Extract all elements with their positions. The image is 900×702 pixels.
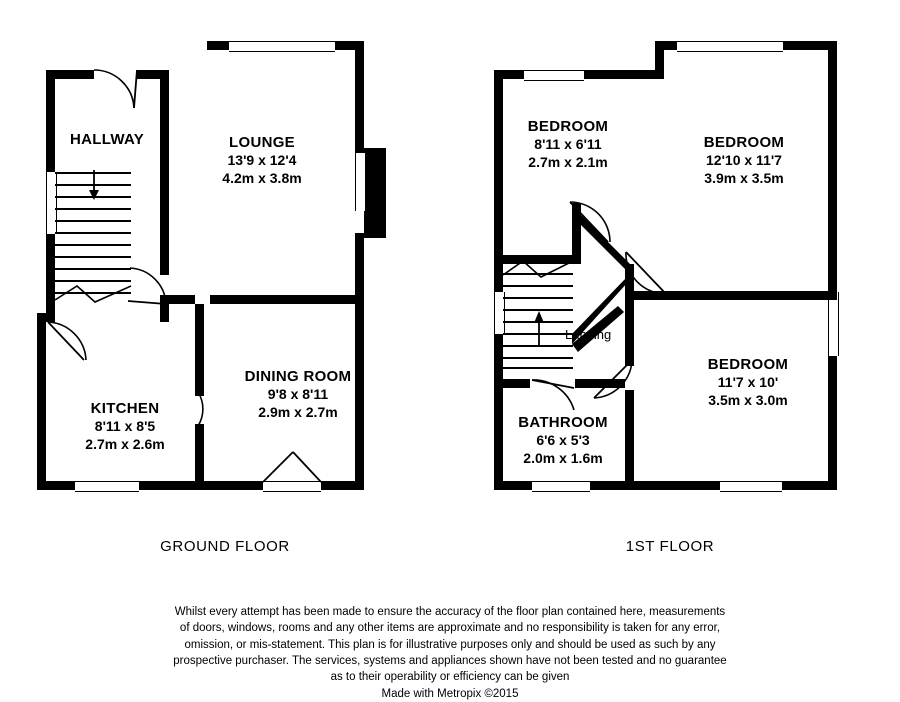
stair-direction-arrow-first	[530, 305, 548, 347]
room-label-lounge: LOUNGE 13'9 x 12'4 4.2m x 3.8m	[222, 134, 302, 187]
wall-landing-bedroom3	[625, 300, 634, 366]
door-bathroom	[530, 378, 576, 412]
wall-first-bottom-right	[782, 481, 837, 490]
wall-ground-left-lower	[37, 313, 46, 490]
window-bedroom3-right	[828, 292, 839, 356]
wall-first-right	[828, 41, 837, 490]
room-label-bathroom: BATHROOM 6'6 x 5'3 2.0m x 1.6m	[518, 414, 608, 467]
window-bedroom2-top	[677, 41, 783, 52]
door-dining-rear	[263, 452, 323, 484]
wall-first-top-step	[616, 70, 664, 79]
wall-ground-right-upper	[355, 41, 364, 153]
disclaimer-block	[0, 604, 900, 702]
window-bathroom-bottom	[532, 481, 590, 492]
credit-line: Made with Metropix ©2015	[381, 687, 519, 700]
floor-title-first: 1ST FLOOR	[625, 538, 715, 555]
room-label-kitchen: KITCHEN 8'11 x 8'5 2.7m x 2.6m	[85, 400, 165, 453]
wall-lounge-bay	[364, 148, 386, 238]
room-label-bedroom-1: BEDROOM 8'11 x 6'11 2.7m x 2.1m	[527, 118, 609, 171]
stair-break-line	[55, 280, 133, 306]
stair-break-line-first	[503, 257, 575, 283]
wall-first-bottom-left	[494, 481, 532, 490]
window-bedroom3-bottom	[720, 481, 782, 492]
wall-hallway-lounge	[160, 70, 169, 275]
staircase-first	[503, 261, 573, 369]
disclaimer-line-2: of doors, windows, rooms and any other items are approximate and no responsibility is taken for any error,	[179, 622, 721, 635]
wall-kitchen-dining-lower	[195, 424, 204, 490]
disclaimer-line-5: as to their operability or efficiency can be given	[330, 671, 570, 684]
wall-ground-right-lower	[355, 233, 364, 490]
window-lounge-top	[229, 41, 335, 52]
stair-direction-arrow	[85, 170, 103, 202]
window-lounge-side	[355, 153, 366, 211]
wall-ground-bottom-right	[321, 481, 364, 490]
floor-title-ground: GROUND FLOOR	[160, 538, 290, 555]
room-label-dining: DINING ROOM 9'8 x 8'11 2.9m x 2.7m	[244, 368, 352, 421]
disclaimer-line-3: omission, or mis-statement. This plan is for illustrative purposes only and should be used as such by any	[184, 638, 716, 651]
wall-bathroom-top	[494, 379, 530, 388]
wall-kitchen-dining	[195, 304, 204, 396]
room-label-bedroom-2: BEDROOM 12'10 x 11'7 3.9m x 3.5m	[703, 134, 785, 187]
wall-ground-top-left	[207, 41, 229, 50]
disclaimer-line-4: prospective purchaser. The services, systems and appliances shown have not been tested and no guarantee	[173, 654, 727, 667]
door-front	[94, 62, 144, 108]
wall-lounge-bottom-3	[345, 295, 364, 304]
disclaimer-line-1: Whilst every attempt has been made to ensure the accuracy of the floor plan contained here, measurements	[174, 606, 726, 618]
wall-first-bottom-mid	[590, 481, 720, 490]
wall-lounge-bottom-2	[210, 295, 345, 304]
door-bedroom1	[566, 202, 612, 246]
door-kitchen	[48, 320, 92, 362]
staircase-ground	[55, 172, 131, 295]
wall-first-top-right1	[655, 41, 677, 50]
window-kitchen-bottom	[75, 481, 139, 492]
door-dining	[196, 392, 210, 428]
room-label-landing: Landing	[565, 327, 612, 342]
room-label-hallway: HALLWAY	[69, 131, 145, 148]
door-bedroom2	[624, 252, 670, 298]
wall-first-top-left2	[584, 70, 616, 79]
wall-ground-bottom-left	[37, 481, 75, 490]
window-bedroom1-top	[524, 70, 584, 81]
room-label-bedroom-3: BEDROOM 11'7 x 10' 3.5m x 3.0m	[707, 356, 789, 409]
door-bedroom3	[592, 360, 636, 402]
